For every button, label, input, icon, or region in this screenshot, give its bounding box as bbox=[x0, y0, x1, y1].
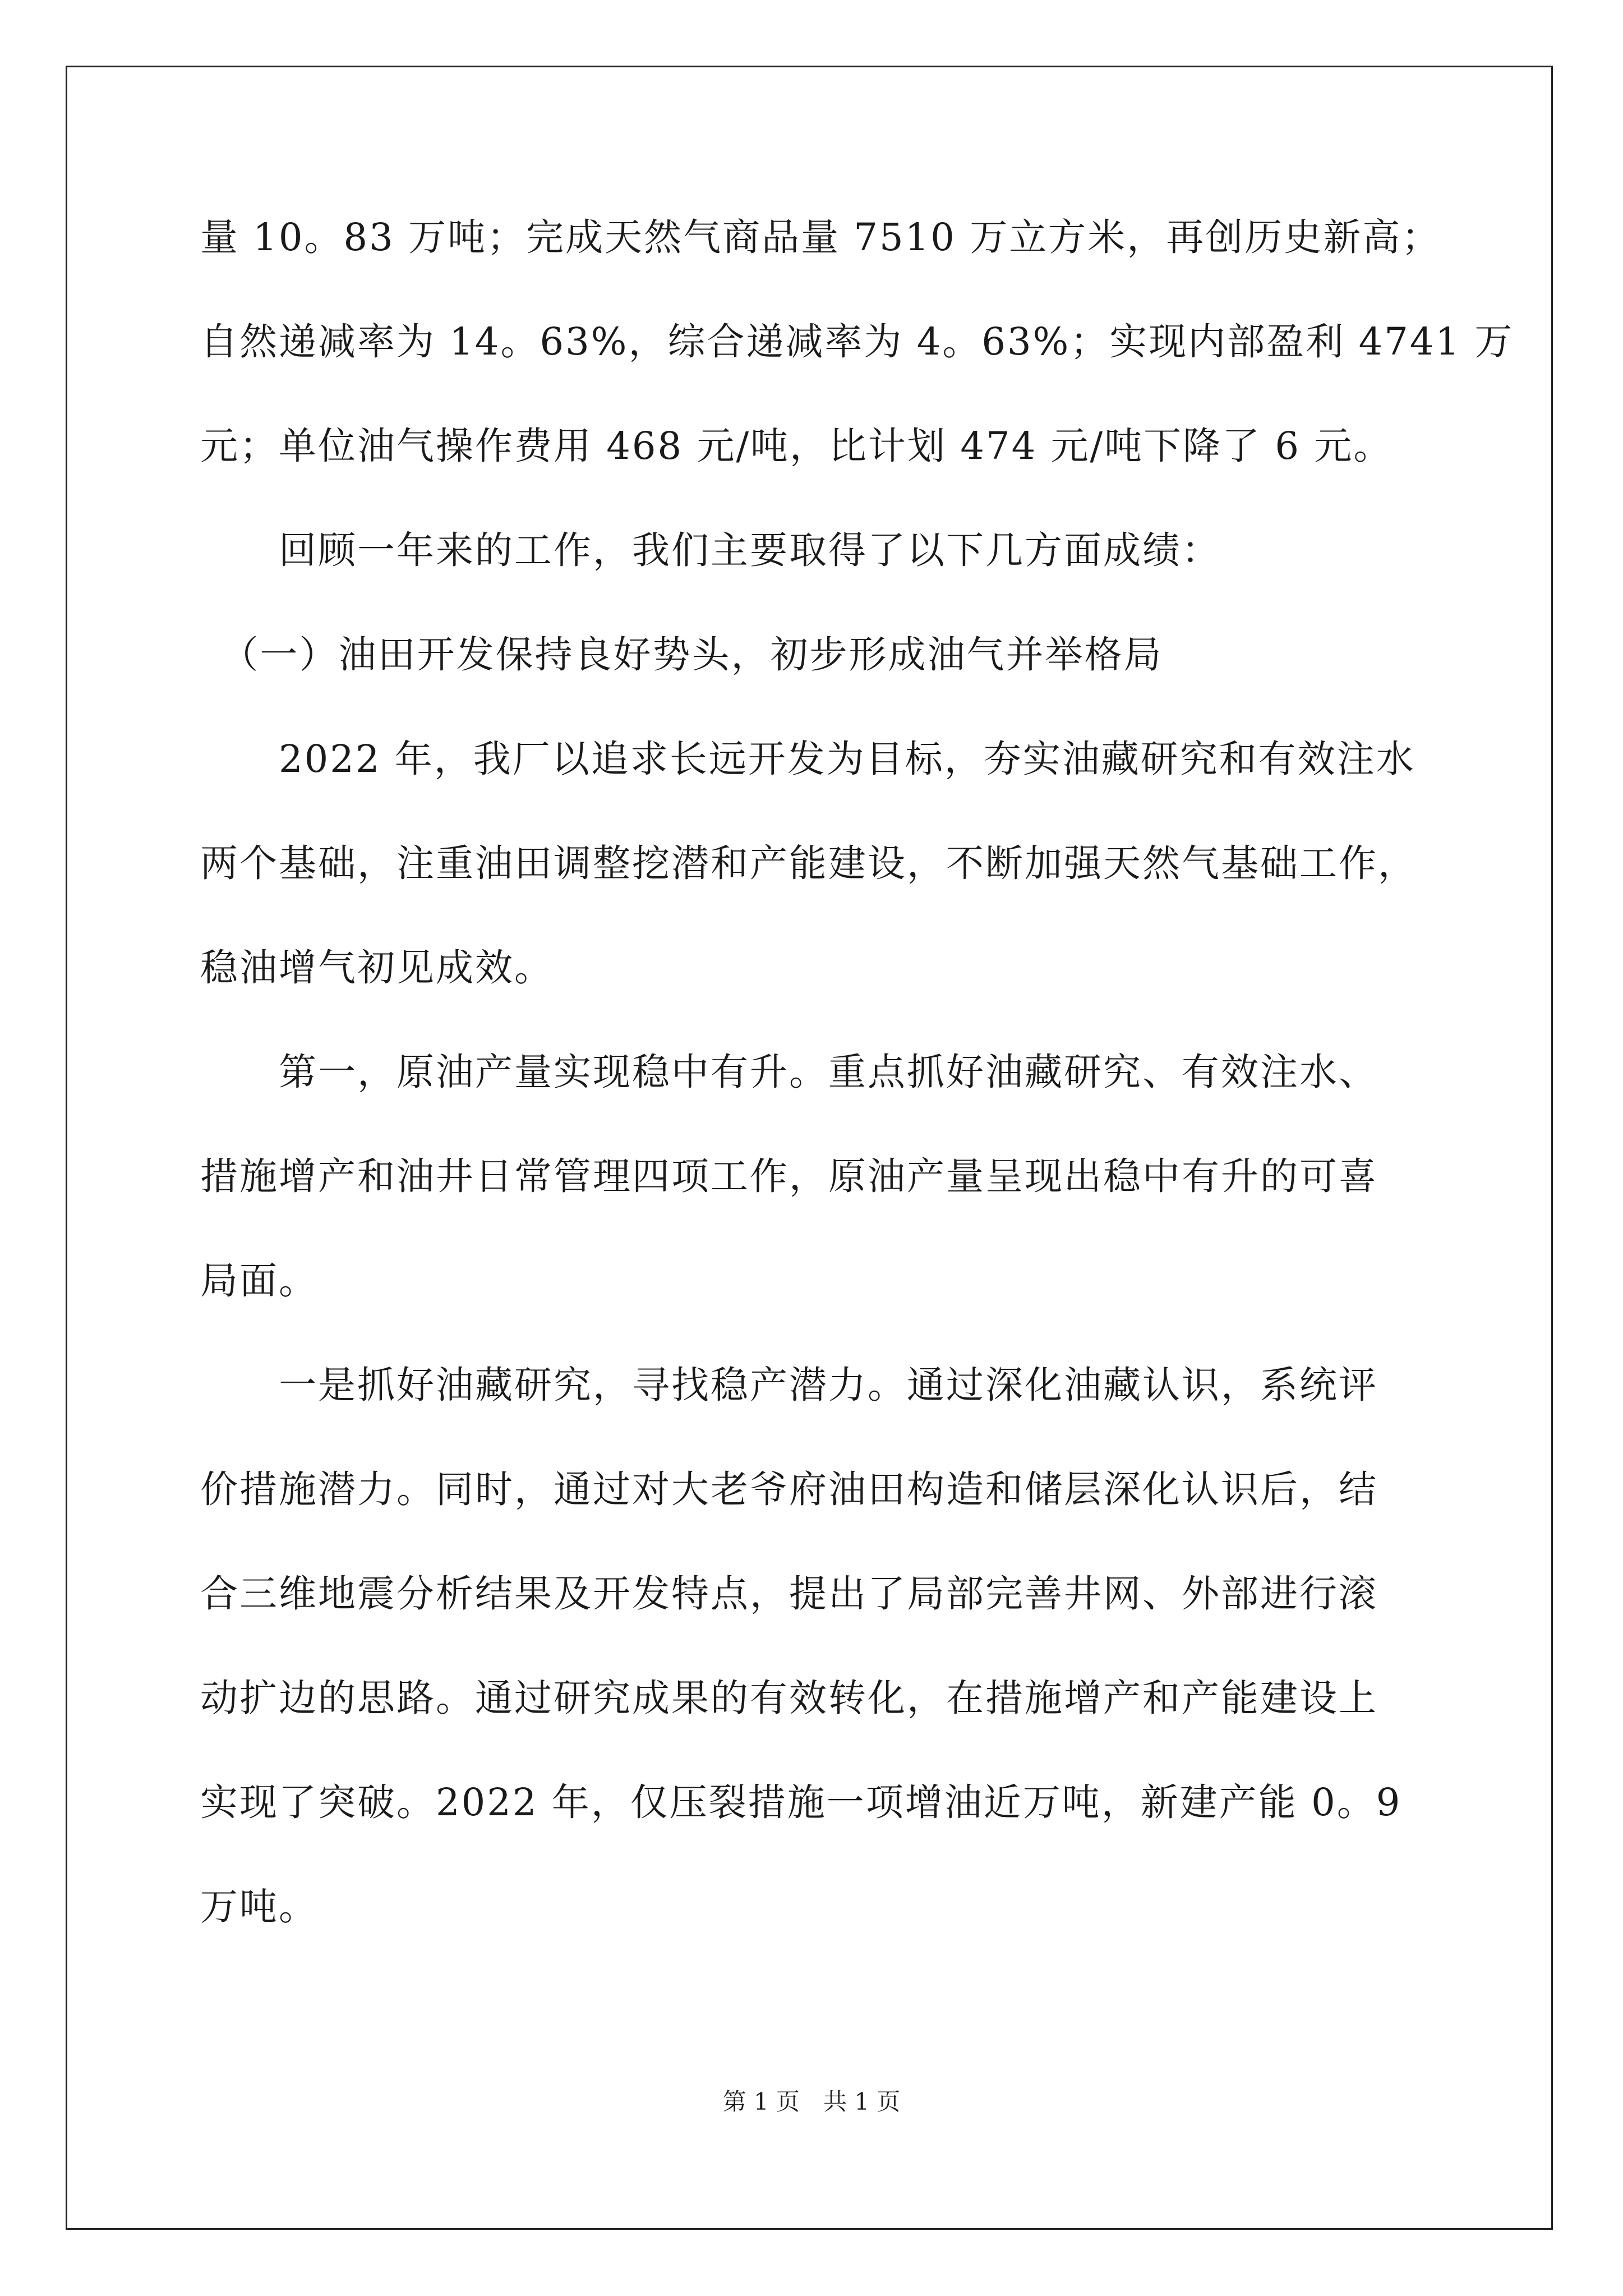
text-line: 一是抓好油藏研究，寻找稳产潜力。通过深化油藏认识，系统评 bbox=[200, 1363, 1378, 1407]
text-line: 措施增产和油井日常管理四项工作，原油产量呈现出稳中有升的可喜 bbox=[200, 1154, 1378, 1198]
text-line: 元；单位油气操作费用 468 元/吨，比计划 474 元/吨下降了 6 元。 bbox=[200, 424, 1393, 468]
text-line: 第一，原油产量实现稳中有升。重点抓好油藏研究、有效注水、 bbox=[200, 1050, 1378, 1094]
text-line: 量 10。83 万吨；完成天然气商品量 7510 万立方米，再创历史新高； bbox=[200, 215, 1441, 259]
text-line: 动扩边的思路。通过研究成果的有效转化，在措施增产和产能建设上 bbox=[200, 1676, 1378, 1720]
section-heading: （一）油田开发保持良好势头，初步形成油气并举格局 bbox=[200, 633, 1163, 677]
text-line: 局面。 bbox=[200, 1259, 318, 1303]
text-line: 两个基础，注重油田调整挖潜和产能建设，不断加强天然气基础工作， bbox=[200, 841, 1417, 885]
text-line: 回顾一年来的工作，我们主要取得了以下几方面成绩： bbox=[200, 528, 1221, 572]
text-line: 价措施潜力。同时，通过对大老爷府油田构造和储层深化认识后，结 bbox=[200, 1467, 1378, 1511]
text-line: 实现了突破。2022 年，仅压裂措施一项增油近万吨，新建产能 0。9 bbox=[200, 1780, 1402, 1824]
text-line: 2022 年，我厂以追求长远开发为目标，夯实油藏研究和有效注水 bbox=[200, 737, 1415, 781]
text-line: 合三维地震分析结果及开发特点，提出了局部完善井网、外部进行滚 bbox=[200, 1572, 1378, 1616]
text-line: 自然递减率为 14。63%，综合递减率为 4。63%；实现内部盈利 4741 万 bbox=[200, 320, 1514, 364]
text-line: 稳油增气初见成效。 bbox=[200, 946, 554, 990]
page-number-footer: 第 1 页 共 1 页 bbox=[722, 2088, 901, 2115]
text-line: 万吨。 bbox=[200, 1885, 318, 1929]
